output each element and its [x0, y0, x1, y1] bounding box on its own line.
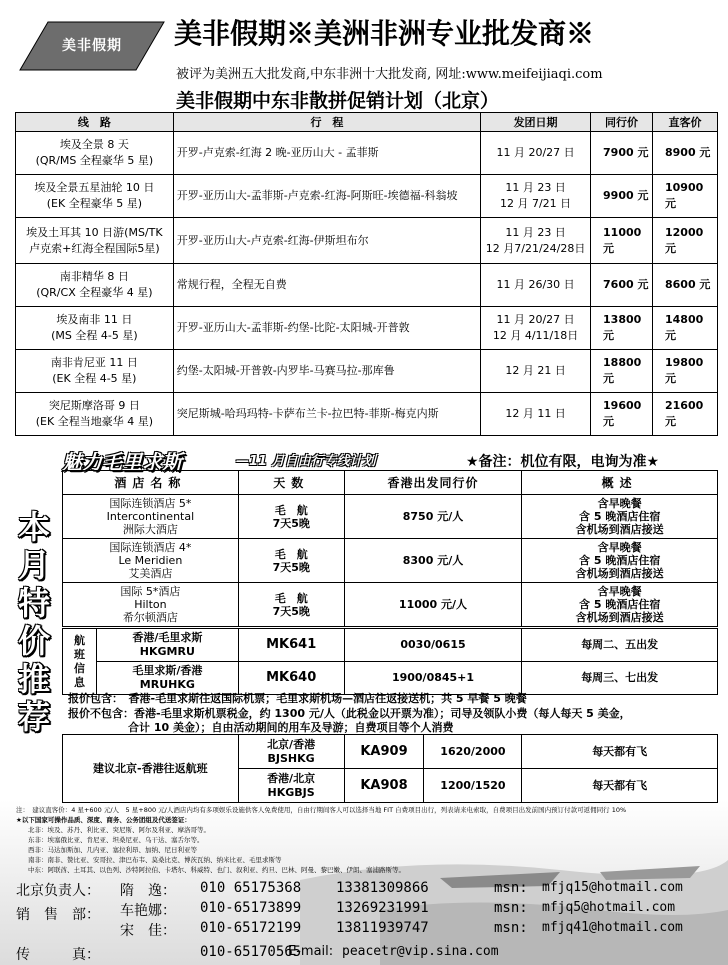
route-name-cell — [16, 393, 174, 436]
hotel-overview-cell — [522, 539, 718, 583]
bjhk-route: 北京/香港 — [267, 737, 316, 751]
hotel-name-cell — [63, 583, 239, 627]
departure-date: 12 月 11 日 — [505, 407, 566, 420]
hotels-header-row — [63, 471, 718, 495]
hotel-overview-cell — [522, 495, 718, 539]
route-detail: (EK 全程当地豪华 4 星) — [35, 415, 153, 428]
hotel-overview-cell — [522, 583, 718, 627]
itinerary-cell: 突尼斯城-哈玛玛特-卡萨布兰卡-拉巴特-菲斯-梅克内斯 — [173, 393, 480, 436]
routes-table — [15, 112, 718, 436]
dates-cell — [481, 393, 591, 436]
route-name: 埃及全景 8 天 — [59, 138, 129, 151]
email-label: E-mail: — [288, 944, 334, 959]
flight-label-char: 航 — [73, 633, 85, 647]
hotel-name-line: 艾美酒店 — [128, 567, 173, 580]
sub-title: 被评为美洲五大批发商,中东非洲十大批发商, 网址:www.meifeijiaqi.com — [176, 67, 603, 82]
dates-cell — [481, 264, 591, 307]
route-detail: (MS 全程 4-5 星) — [51, 329, 138, 342]
flight-route-cell — [96, 629, 238, 662]
airline-label: 毛 航 — [274, 591, 308, 605]
fine-print-line: ★以下国家可操作品质、深度、商务、公务团组及代送签证： — [16, 816, 191, 824]
itinerary-cell: 开罗-亚历山大-卢克索-红海-伊斯坦布尔 — [173, 218, 480, 264]
route-row — [16, 218, 718, 264]
col-header-itinerary: 行 程 — [173, 113, 480, 132]
side-char: 本 — [17, 508, 50, 546]
hotel-days-cell — [238, 583, 344, 627]
hotel-name-line: 国际连锁酒店 4* — [109, 541, 192, 554]
direct-price-cell: 14800 元 — [652, 307, 717, 350]
itinerary-cell: 开罗-亚历山大-孟菲斯-卢克索-红海-阿斯旺-埃德福-科翁坡 — [173, 175, 480, 218]
col-header-peer-price: 同行价 — [591, 113, 653, 132]
email-link[interactable]: peacetr@vip.sina.com — [342, 944, 499, 959]
price-excludes-cont: 合计 10 美金）；自由活动期间的用车及导游；自费项目等个人消费 — [128, 721, 454, 734]
dates-cell — [481, 132, 591, 175]
hotel-name-cell — [63, 539, 239, 583]
fine-print-line: 西非：马达加斯加、几内亚、塞拉利昂、加纳、尼日利亚等 — [28, 846, 197, 854]
route-row — [16, 350, 718, 393]
contact-name: 隋 逸： — [120, 883, 176, 899]
col-header-hk-price: 香港出发同行价 — [344, 471, 522, 495]
flight-code: MRUHKG — [139, 678, 195, 691]
overview-line: 含机场到酒店接送 — [575, 567, 664, 580]
flight-route: 毛里求斯/香港 — [132, 664, 203, 677]
overview-line: 含 5 晚酒店住宿 — [579, 598, 661, 611]
route-row — [16, 393, 718, 436]
hotel-row — [63, 495, 718, 539]
departure-date: 12 月 7/21 日 — [499, 197, 572, 210]
flight-info-label — [63, 629, 97, 695]
fax-label: 传 真： — [16, 947, 100, 963]
route-name: 南非精华 8 日 — [59, 270, 129, 283]
col-header-overview: 概述 — [522, 471, 718, 495]
hotel-name-cell — [63, 495, 239, 539]
dates-cell — [481, 350, 591, 393]
flight-number-cell: MK641 — [238, 629, 344, 662]
logo-text: 美非假期 — [62, 38, 122, 54]
airline-label: 毛 航 — [274, 503, 308, 517]
fine-print-line: 中东：阿联酋、土耳其、以色列、沙特阿拉伯、卡塔尔、科威特、也门、叙利亚、约旦、巴林、阿曼、黎巴嫩、伊朗、塞浦路斯等。 — [28, 866, 405, 874]
route-detail: (QR/CX 全程豪华 4 星) — [36, 286, 153, 299]
direct-price-cell: 10900 元 — [652, 175, 717, 218]
bjhk-label-cell: 建议北京-香港往返航班 — [63, 735, 239, 803]
overview-line: 含机场到酒店接送 — [575, 523, 664, 536]
side-char: 荐 — [17, 698, 50, 736]
plan-title: 美非假期中东非散拼促销计划（北京） — [176, 90, 500, 112]
trip-length: 7天5晚 — [272, 560, 310, 574]
route-name-cell — [16, 350, 174, 393]
flight-frequency-cell: 每周三、七出发 — [522, 662, 718, 695]
departure-date: 11 月 23 日 — [505, 181, 566, 194]
msn-label: msn: — [494, 920, 528, 936]
peer-price-cell: 9900 元 — [591, 175, 653, 218]
route-name: 南非肯尼亚 11 日 — [50, 356, 138, 369]
bjhk-flight-number: KA909 — [344, 735, 424, 769]
beijing-hk-flights-table — [62, 734, 718, 803]
side-char: 价 — [17, 622, 50, 660]
flight-route: 香港/毛里求斯 — [132, 631, 203, 644]
bjhk-time: 1200/1520 — [424, 769, 522, 803]
price-excludes: 报价不包含：香港-毛里求斯机票税金，约 1300 元/人（此税金以开票为准）；司导及领队小费（每人每天 5 美金， — [68, 707, 631, 720]
contact-msn[interactable]: mfjq5@hotmail.com — [542, 900, 676, 915]
side-char: 特 — [17, 584, 50, 622]
side-char: 推 — [17, 660, 50, 698]
bjhk-frequency: 每天都有飞 — [522, 735, 718, 769]
direct-price-cell: 8900 元 — [652, 132, 717, 175]
flight-code: HKGMRU — [139, 645, 195, 658]
manager-label: 北京负责人： — [16, 883, 100, 899]
route-detail: (EK 全程 4-5 星) — [52, 372, 137, 385]
dates-cell — [481, 218, 591, 264]
contact-name: 车艳娜： — [120, 903, 176, 919]
col-header-route: 线 路 — [16, 113, 174, 132]
flight-frequency-cell: 每周二、五出发 — [522, 629, 718, 662]
route-name: 埃及土耳其 10 日游(MS/TK — [26, 225, 163, 239]
trip-length: 7天5晚 — [272, 516, 310, 530]
bjhk-code: BJSHKG — [267, 751, 315, 765]
route-row — [16, 175, 718, 218]
contact-mobile: 13811939747 — [336, 920, 429, 936]
fine-print-line: 北非：埃及、苏丹、利比亚、突尼斯、阿尔及利亚、摩洛哥等。 — [28, 826, 210, 834]
route-row — [16, 264, 718, 307]
route-detail: 卢克索+红海全程国际5星) — [29, 241, 160, 255]
route-name-cell — [16, 307, 174, 350]
mauritius-flights-table — [62, 628, 718, 695]
col-header-dates: 发团日期 — [481, 113, 591, 132]
departure-date: 12 月 21 日 — [505, 364, 566, 377]
route-detail: (EK 全程豪华 5 星) — [46, 197, 142, 210]
col-header-direct-price: 直客价 — [652, 113, 717, 132]
msn-label: msn: — [494, 880, 528, 896]
bjhk-route-cell — [238, 735, 344, 769]
contact-mobile: 13269231991 — [336, 900, 429, 916]
peer-price-cell: 19600 元 — [591, 393, 653, 436]
peer-price-cell: 7600 元 — [591, 264, 653, 307]
departure-date: 11 月 26/30 日 — [496, 278, 575, 291]
route-detail: (QR/MS 全程豪华 5 星) — [35, 154, 154, 167]
departure-date: 11 月 20/27 日 — [496, 146, 575, 159]
overview-line: 含早晚餐 — [597, 541, 642, 554]
departure-date: 11 月 20/27 日 — [496, 313, 575, 326]
contact-name: 宋 佳： — [120, 923, 176, 939]
route-name-cell — [16, 132, 174, 175]
direct-price-cell: 12000 元 — [652, 218, 717, 264]
bjhk-flight-number: KA908 — [344, 769, 424, 803]
flight-row — [63, 629, 718, 662]
itinerary-cell: 开罗-卢克索-红海 2 晚-亚历山大 - 孟菲斯 — [173, 132, 480, 175]
contact-phone: 010-65172199 — [200, 920, 302, 936]
hotel-price-cell: 8750 元/人 — [344, 495, 522, 539]
main-title: 美非假期※美洲非洲专业批发商※ — [174, 17, 595, 50]
airline-label: 毛 航 — [274, 547, 308, 561]
itinerary-cell: 开罗-亚历山大-孟菲斯-约堡-比陀-太阳城-开普敦 — [173, 307, 480, 350]
flight-label-char: 班 — [73, 647, 85, 661]
contact-phone: 010 65175368 — [200, 880, 302, 896]
overview-line: 含早晚餐 — [597, 497, 642, 510]
flight-time-cell: 1900/0845+1 — [344, 662, 522, 695]
bjhk-route: 香港/北京 — [267, 771, 316, 785]
bjhk-frequency: 每天都有飞 — [522, 769, 718, 803]
hotel-name-line: Le Meridien — [118, 554, 183, 567]
overview-line: 含 5 晚酒店住宿 — [579, 510, 661, 523]
direct-price-cell: 19800 元 — [652, 350, 717, 393]
hotel-days-cell — [238, 495, 344, 539]
price-includes: 报价包含： 香港-毛里求斯往返国际机票；毛里求斯机场—酒店往返接送机；共 5 早餐 5 晚餐 — [68, 692, 527, 705]
hotel-name-line: 国际 5*酒店 — [120, 585, 181, 598]
hotel-price-cell: 11000 元/人 — [344, 583, 522, 627]
fine-print-line: 注： 建议直客价：4 星+600 元/人 5 星+800 元/人酒店内均有多项娱乐设施供客人免费使用，自由行期间客人可以选择当地 FIT 自费项目出行，列表请来电索取，自费项目出发前国内预订付款可返佣同行 10% — [16, 806, 627, 814]
route-name-cell — [16, 218, 174, 264]
side-char: 月 — [17, 546, 50, 584]
itinerary-cell: 约堡-太阳城-开普敦-内罗毕-马赛马拉-那库鲁 — [173, 350, 480, 393]
contact-phone: 010-65173899 — [200, 900, 302, 916]
contact-msn[interactable]: mfjq41@hotmail.com — [542, 920, 683, 935]
direct-price-cell: 21600 元 — [652, 393, 717, 436]
availability-note: ★备注：机位有限，电询为准★ — [466, 454, 660, 470]
hotel-price-cell: 8300 元/人 — [344, 539, 522, 583]
departure-date: 12 月 4/11/18日 — [492, 329, 579, 342]
dates-cell — [481, 175, 591, 218]
monthly-special-label — [12, 508, 56, 736]
routes-header-row — [16, 113, 718, 132]
hotel-name-line: 洲际大酒店 — [122, 523, 178, 536]
flight-number-cell: MK640 — [238, 662, 344, 695]
bjhk-time: 1620/2000 — [424, 735, 522, 769]
peer-price-cell: 11000 元 — [591, 218, 653, 264]
overview-line: 含早晚餐 — [597, 585, 642, 598]
hotel-name-line: Hilton — [134, 598, 167, 611]
hotel-days-cell — [238, 539, 344, 583]
hotel-name-line: Intercontinental — [106, 510, 195, 523]
route-name-cell — [16, 264, 174, 307]
bjhk-flight-row — [63, 735, 718, 769]
msn-label: msn: — [494, 900, 528, 916]
fine-print-line: 南非：南非、赞比亚、安哥拉、津巴布韦、莫桑比克、博茨瓦纳、纳米比亚、毛里求斯等 — [28, 856, 282, 864]
peer-price-cell: 7900 元 — [591, 132, 653, 175]
departure-date: 12 月7/21/24/28日 — [485, 241, 586, 255]
route-row — [16, 132, 718, 175]
hotel-row — [63, 539, 718, 583]
hotel-name-line: 国际连锁酒店 5* — [109, 497, 192, 510]
contact-mobile: 13381309866 — [336, 880, 429, 896]
mauritius-subtitle: —11 月自由行专线计划 — [236, 454, 376, 469]
fax-number: 010-65170565 — [200, 944, 302, 960]
route-name: 埃及南非 11 日 — [56, 313, 133, 326]
col-header-days: 天数 — [238, 471, 344, 495]
col-header-hotel: 酒店名称 — [63, 471, 239, 495]
hotel-row — [63, 583, 718, 627]
route-name: 突尼斯摩洛哥 9 日 — [48, 399, 140, 412]
mauritius-title: 魅力毛里求斯 — [62, 450, 182, 474]
logo-badge — [18, 20, 166, 72]
flight-label-char: 息 — [73, 675, 85, 689]
dates-cell — [481, 307, 591, 350]
overview-line: 含 5 晚酒店住宿 — [579, 554, 661, 567]
fine-print — [16, 805, 721, 875]
route-name-cell — [16, 175, 174, 218]
trip-length: 7天5晚 — [272, 604, 310, 618]
direct-price-cell: 8600 元 — [652, 264, 717, 307]
sales-label: 销 售 部： — [16, 907, 100, 923]
hotel-name-line: 希尔顿酒店 — [122, 611, 178, 624]
bjhk-code: HKGBJS — [267, 785, 315, 799]
route-name: 埃及全景五星油轮 10 日 — [34, 181, 155, 194]
bjhk-route-cell — [238, 769, 344, 803]
peer-price-cell: 18800 元 — [591, 350, 653, 393]
peer-price-cell: 13800 元 — [591, 307, 653, 350]
flight-label-char: 信 — [73, 661, 85, 675]
flight-time-cell: 0030/0615 — [344, 629, 522, 662]
contact-msn[interactable]: mfjq15@hotmail.com — [542, 880, 683, 895]
route-row — [16, 307, 718, 350]
overview-line: 含机场到酒店接送 — [575, 611, 664, 624]
fine-print-line: 东非：埃塞俄比亚、肯尼亚、坦桑尼亚、乌干达、塞舌尔等。 — [28, 836, 204, 844]
departure-date: 11 月 23 日 — [505, 225, 566, 239]
hotels-table — [62, 470, 718, 627]
itinerary-cell: 常规行程，全程无自费 — [173, 264, 480, 307]
